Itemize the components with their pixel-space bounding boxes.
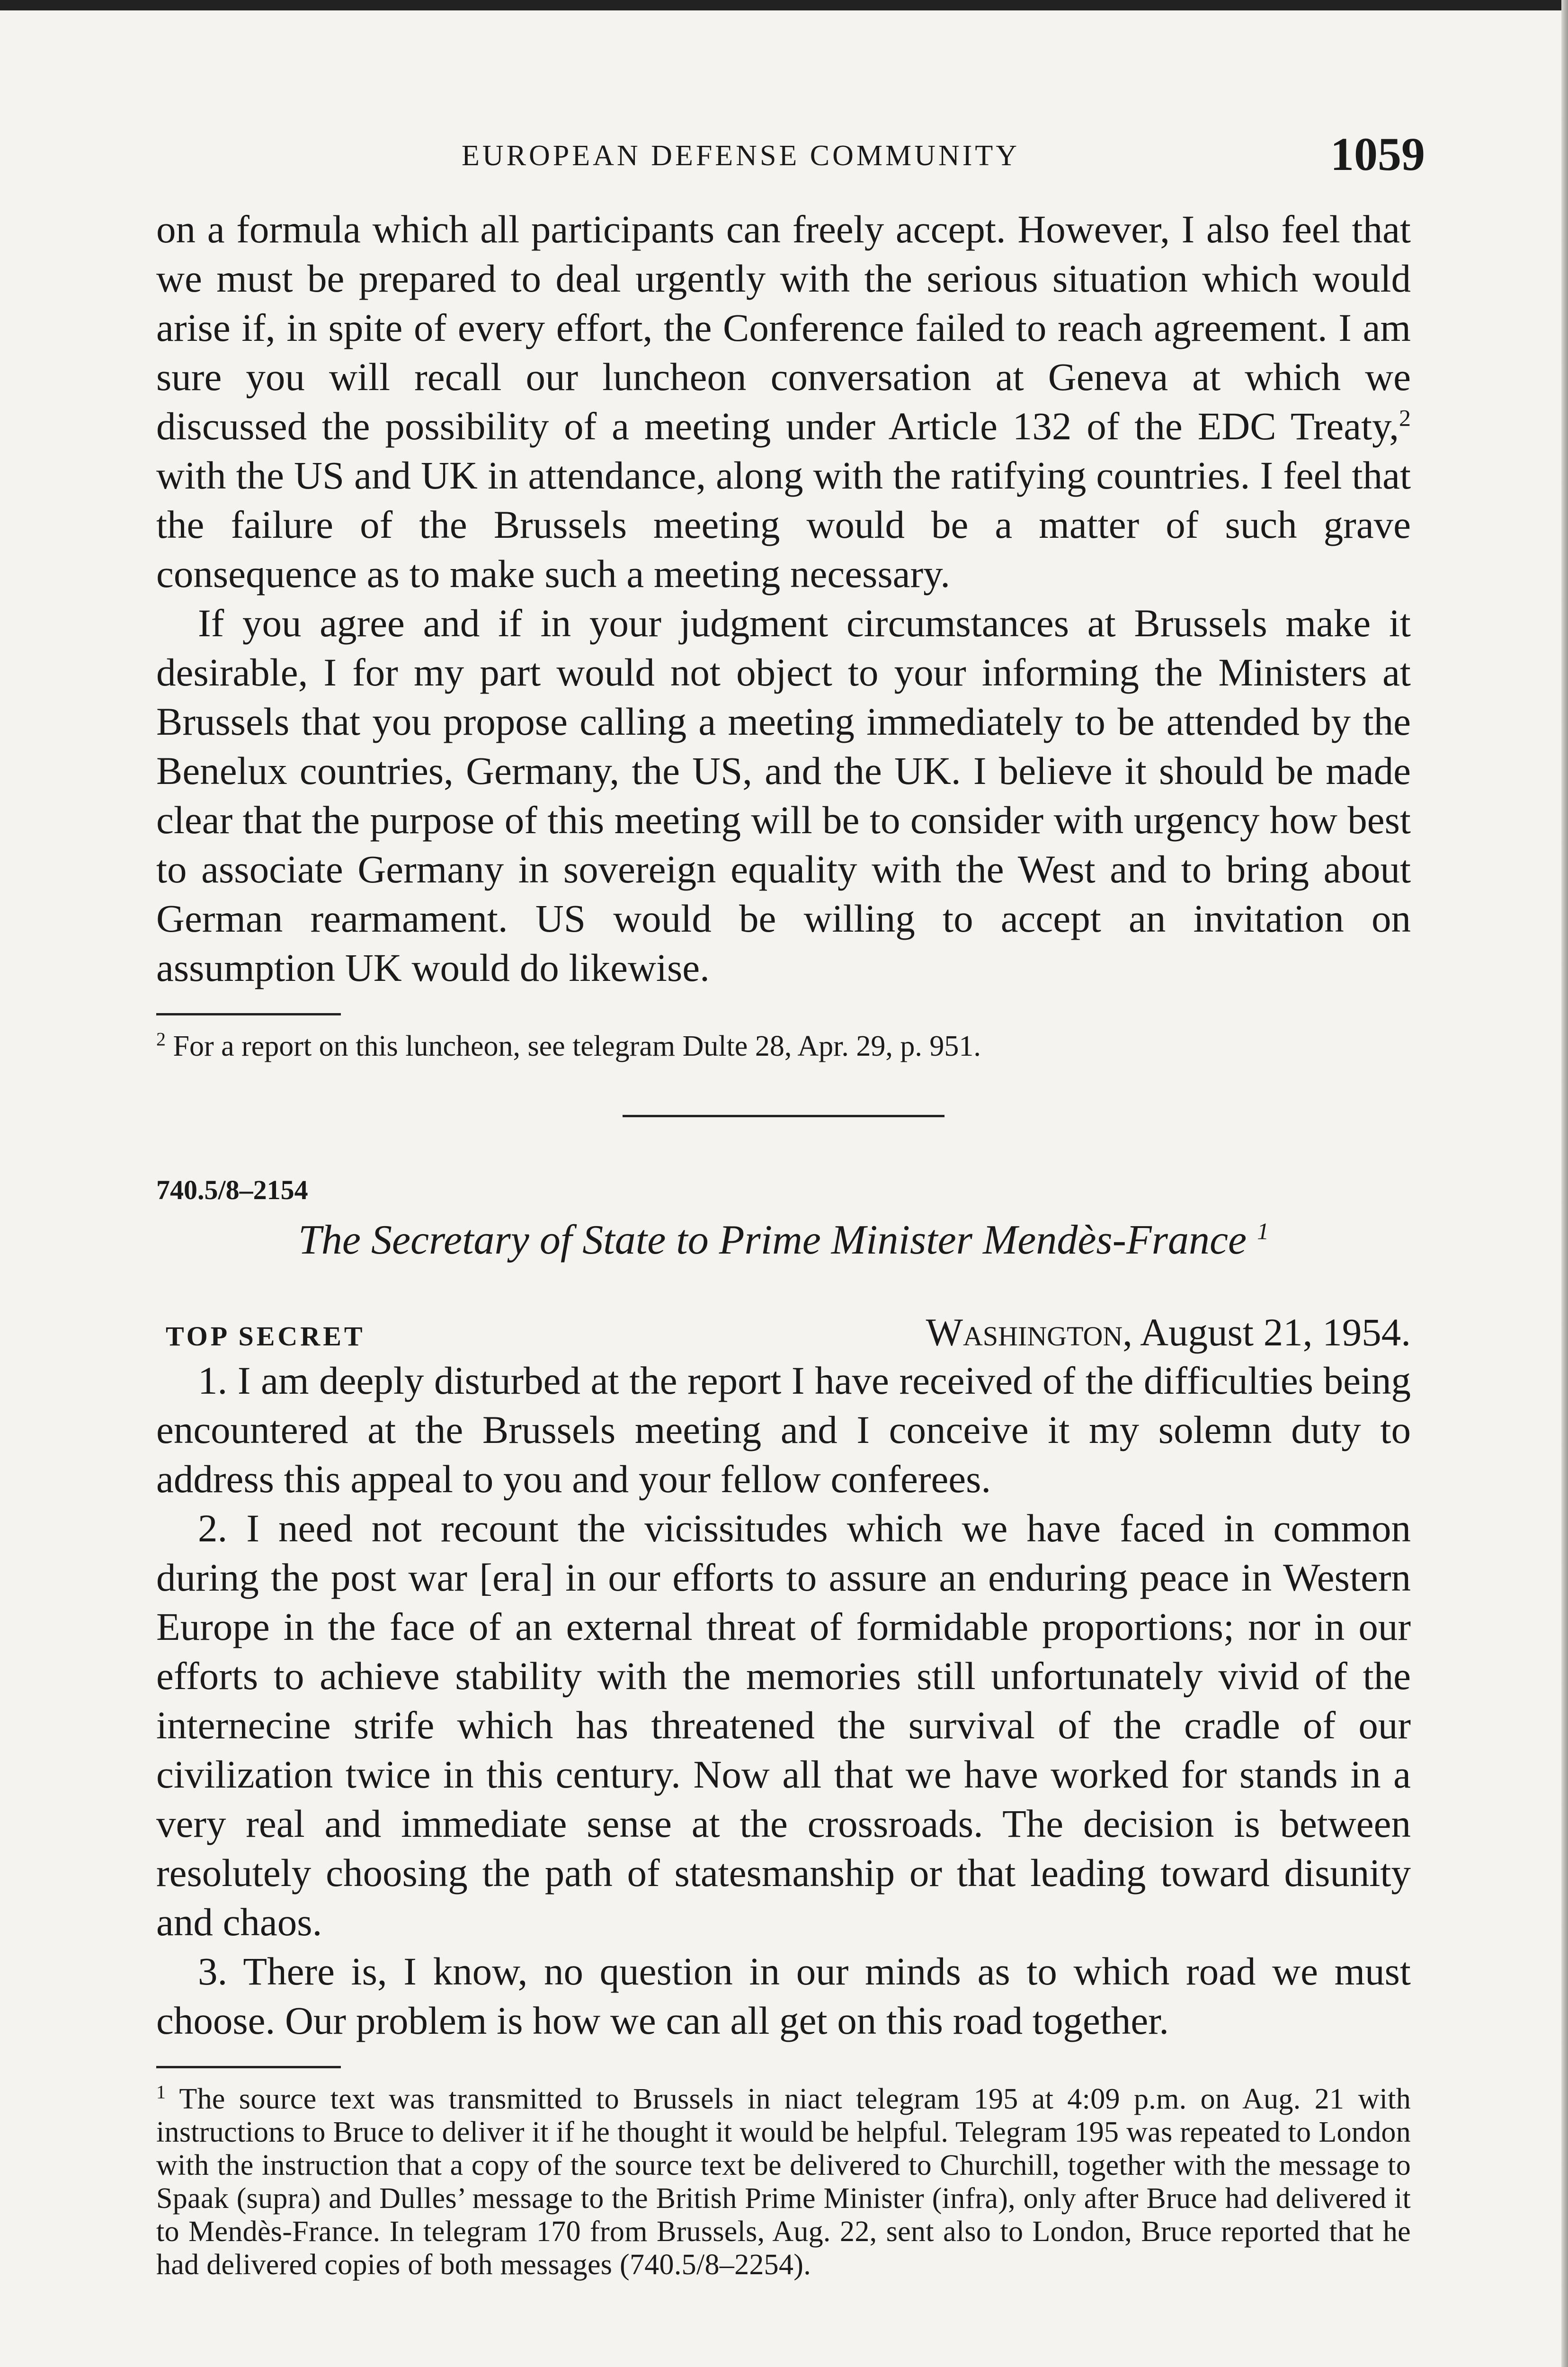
numbered-paragraph-2: 2. I need not recount the vicissitudes which we have faced in common during the post war [era] in our efforts to assure an enduring peace in Western Europe in the face of an external threat of formidable proportions; nor in our efforts to achieve stability with the memories still unfortunately vivid of the internecine strife which has threatened the survival of the cradle of our civilization twice in this century. Now all that we have worked for stands in a very real and immediate sense at the crossroads. The decision is between resolutely choosing the path of statesmanship or that leading toward disunity and chaos. bbox=[156, 1506, 1411, 1944]
footnote-rule bbox=[156, 1013, 341, 1015]
file-reference: 740.5/8–2154 bbox=[156, 1175, 308, 1205]
body-text bbox=[156, 205, 1411, 2281]
footnote-block bbox=[156, 2082, 1411, 2281]
document-heading bbox=[156, 1216, 1411, 1264]
footnote-mark: 1 bbox=[156, 2081, 166, 2103]
running-title: EUROPEAN DEFENSE COMMUNITY bbox=[462, 140, 1020, 172]
footnote-reference: 2 bbox=[1399, 404, 1411, 431]
dateline bbox=[156, 1309, 1411, 1355]
numbered-paragraph-1: 1. I am deeply disturbed at the report I have received of the difficulties being encountered at the Brussels meeting and I conceive it my solemn duty to address this appeal to you and your fellow conferees. bbox=[156, 1359, 1411, 1501]
heading-text: The Secretary of State to Prime Minister Mendès-France bbox=[298, 1217, 1247, 1263]
paragraph-text: on a formula which all participants can freely accept. However, I also feel that we must be prepared to deal urgently with the serious situation which would arise if, in spite of every effort, the Conference failed to reach agreement. I am sure you will recall our luncheon conversation at Geneva at which we discussed the possibility of a meeting under Article 132 of the EDC Treaty, bbox=[156, 207, 1411, 448]
footnote-text: For a report on this luncheon, see telegram Dulte 28, Apr. 29, p. 951. bbox=[166, 1030, 981, 1062]
section-divider bbox=[623, 1115, 944, 1117]
footnote bbox=[156, 2082, 1411, 2281]
date: , August 21, 1954. bbox=[1123, 1310, 1411, 1354]
page-edge-shadow bbox=[1561, 0, 1568, 2367]
top-border-rule bbox=[0, 0, 1568, 10]
place: Washington bbox=[926, 1310, 1123, 1354]
paragraph: If you agree and if in your judgment circumstances at Brussels make it desirable, I for my part would not object to your informing the Ministers at Brussels that you propose calling a meeting immediately to be attended by the Benelux countries, Germany, the US, and the UK. I believe it should be made clear that the purpose of this meeting will be to consider with urgency how best to associate Germany in sovereign equality with the West and to bring about German rearmament. US would be willing to accept an invitation on assumption UK would do likewise. bbox=[156, 601, 1411, 989]
place-and-date bbox=[926, 1309, 1411, 1355]
heading-footnote-reference: 1 bbox=[1257, 1218, 1269, 1245]
footnote bbox=[156, 1030, 1411, 1063]
classification-marking: TOP SECRET bbox=[166, 1321, 365, 1352]
numbered-paragraph-3: 3. There is, I know, no question in our minds as to which road we must choose. Our problem is how we can all get on this road together. bbox=[156, 1949, 1411, 2042]
paragraph-text: with the US and UK in attendance, along with the ratifying countries. I feel that the failure of the Brussels meeting would be a matter of such grave consequence as to make such a meeting necessary. bbox=[156, 454, 1411, 596]
page-number: 1059 bbox=[1330, 128, 1425, 180]
continued-paragraph bbox=[156, 205, 1411, 598]
footnote-rule bbox=[156, 2066, 341, 2068]
running-head bbox=[156, 127, 1425, 179]
footnote-text: The source text was transmitted to Brussels in niact telegram 195 at 4:09 p.m. on Aug. 21 with instructions to Bruce to deliver it if he thought it would be helpful. Telegram 195 was repeated to London with the instruction that a copy of the source text be delivered to Churchill, together with the message to Spaak (supra) and Dulles’ message to the British Prime Minister (infra), only after Bruce had delivered it to Mendès-France. In telegram 170 from Brussels, Aug. 22, sent also to London, Bruce reported that he had delivered copies of both messages (740.5/8–2254). bbox=[156, 2083, 1411, 2281]
footnote-mark: 2 bbox=[156, 1028, 166, 1050]
